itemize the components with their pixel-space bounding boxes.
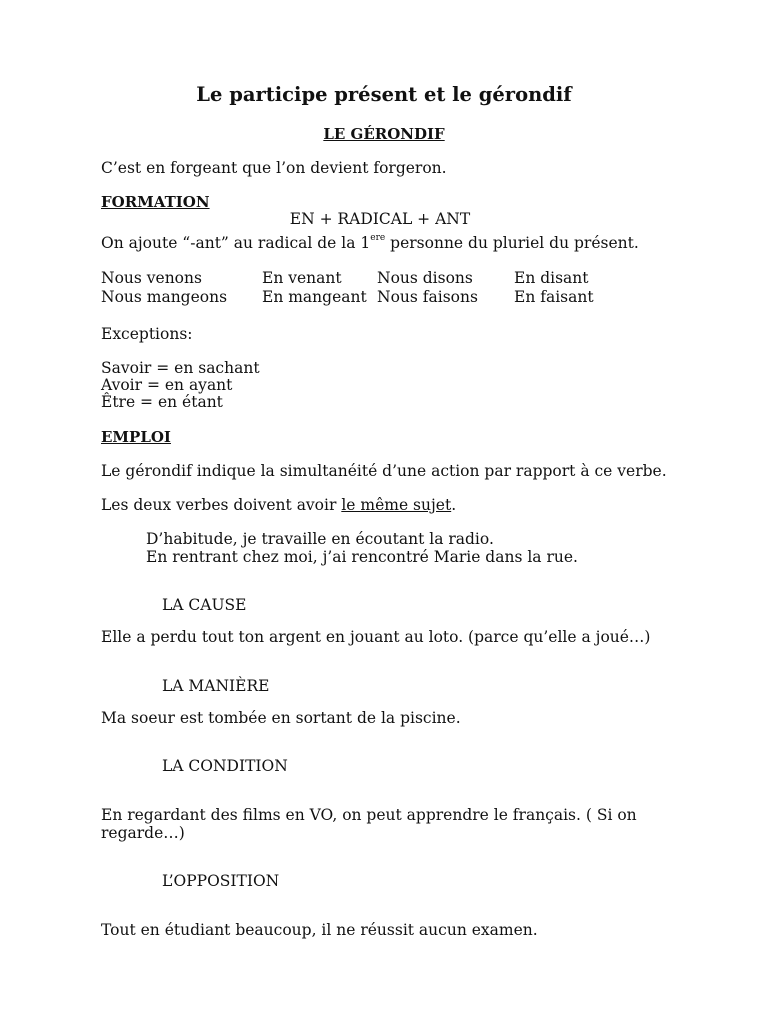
emploi-example: D’habitude, je travaille en écoutant la radio. bbox=[146, 530, 494, 548]
formation-rule-end: personne du pluriel du présent. bbox=[385, 234, 639, 252]
emploi-line2-start: Les deux verbes doivent avoir bbox=[101, 496, 342, 514]
use-example: Tout en étudiant beaucoup, il ne réussit aucun examen. bbox=[101, 921, 538, 939]
section-heading: LE GÉRONDIF bbox=[323, 125, 445, 143]
table-cell: Nous venons bbox=[101, 269, 202, 287]
exceptions-label: Exceptions: bbox=[101, 325, 193, 343]
emploi-line2 bbox=[101, 496, 456, 514]
formation-heading: FORMATION bbox=[101, 193, 210, 211]
table-cell: En venant bbox=[262, 269, 342, 287]
exception-item: Savoir = en sachant bbox=[101, 359, 260, 377]
emploi-line2-underlined: le même sujet bbox=[341, 496, 452, 514]
use-label: L’OPPOSITION bbox=[162, 872, 280, 890]
use-example: Elle a perdu tout ton argent en jouant au loto. (parce qu’elle a joué…) bbox=[101, 628, 651, 646]
table-cell: En faisant bbox=[514, 288, 594, 306]
table-cell: Nous faisons bbox=[377, 288, 478, 306]
use-example: En regardant des films en VO, on peut apprendre le français. ( Si on bbox=[101, 806, 637, 824]
emploi-heading: EMPLOI bbox=[101, 428, 171, 446]
use-example: Ma soeur est tombée en sortant de la piscine. bbox=[101, 709, 461, 727]
use-label: LA CONDITION bbox=[162, 757, 288, 775]
exception-item: Être = en étant bbox=[101, 393, 223, 411]
proverb: C’est en forgeant que l’on devient forgeron. bbox=[101, 159, 447, 177]
use-label: LA CAUSE bbox=[162, 596, 247, 614]
emploi-line1: Le gérondif indique la simultanéité d’une action par rapport à ce verbe. bbox=[101, 462, 667, 480]
exception-item: Avoir = en ayant bbox=[101, 376, 233, 394]
formation-rule-superscript: ere bbox=[370, 232, 386, 243]
formation-formula: EN + RADICAL + ANT bbox=[289, 210, 471, 228]
table-cell: Nous disons bbox=[377, 269, 473, 287]
emploi-example: En rentrant chez moi, j’ai rencontré Marie dans la rue. bbox=[146, 548, 578, 566]
formation-rule bbox=[101, 234, 639, 252]
page-title: Le participe présent et le gérondif bbox=[196, 83, 572, 106]
use-example-continued: regarde…) bbox=[101, 824, 185, 842]
emploi-line2-end: . bbox=[451, 496, 457, 514]
use-label: LA MANIÈRE bbox=[162, 677, 270, 695]
table-cell: Nous mangeons bbox=[101, 288, 228, 306]
table-cell: En disant bbox=[514, 269, 589, 287]
table-cell: En mangeant bbox=[262, 288, 367, 306]
formation-rule-start: On ajoute “-ant” au radical de la 1 bbox=[101, 234, 371, 252]
